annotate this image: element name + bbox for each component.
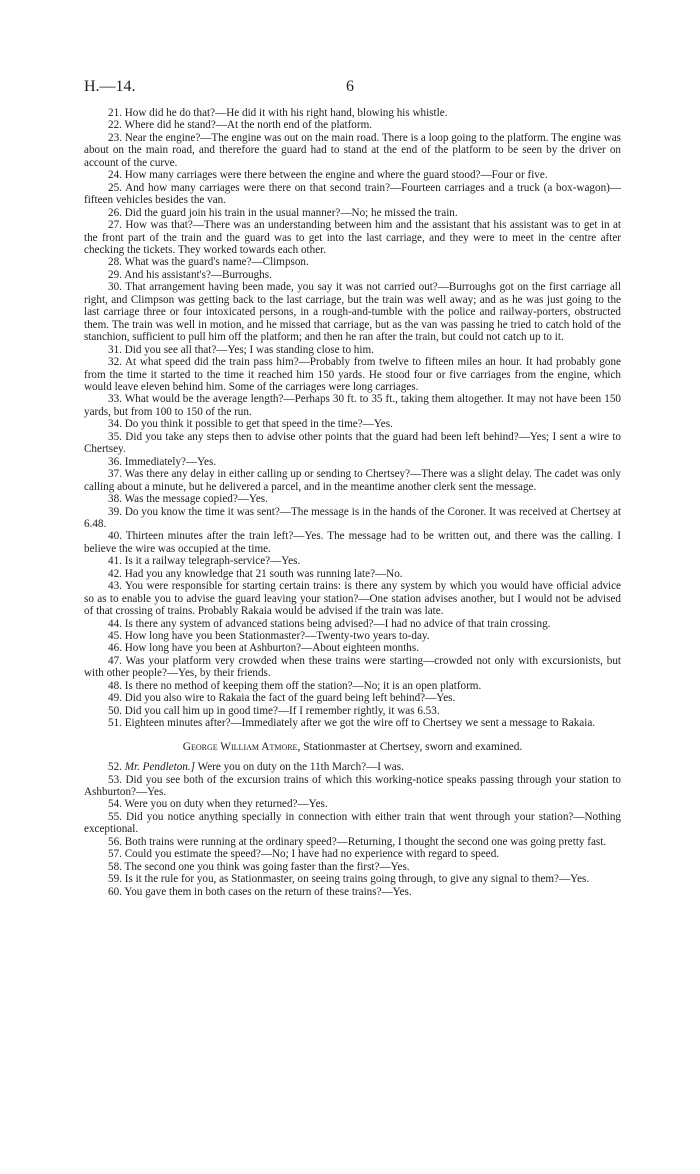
question-text: Did you take any steps then to advise other points that the guard had been left behind?—Yes; I sent a wire to Chertsey. — [84, 430, 621, 456]
question-text: How long have you been at Ashburton?—About eighteen months. — [124, 642, 419, 655]
question-text: Had you any knowledge that 21 south was running late?—No. — [124, 567, 403, 580]
question-text: And how many carriages were there on that second train?—Fourteen carriages and a truck (a box-wagon)—fifteen vehicles besides the van. — [84, 181, 621, 207]
testimony-paragraph — [84, 873, 621, 885]
question-text: Was your platform very crowded when these trains were starting—crowded not only with excursionists, but with other people?—Yes, by their friends. — [84, 654, 621, 680]
testimony-paragraph — [84, 418, 621, 430]
testimony-paragraph — [84, 642, 621, 654]
question-number: 40. — [108, 530, 122, 543]
testimony-section-1 — [84, 107, 621, 730]
question-text: What would be the average length?—Perhaps 30 ft. to 35 ft., taking them altogether. It may not have been 150 yards, but from 100 to 150 of the run. — [84, 393, 621, 418]
question-text: Did you see all that?—Yes; I was standing close to him. — [124, 343, 374, 356]
testimony-paragraph — [84, 207, 621, 219]
question-text: How many carriages were there between the engine and where the guard stood?—Four or five. — [124, 169, 548, 182]
question-number: 22. — [108, 119, 122, 132]
question-text: Is it the rule for you, as Stationmaster, on seeing trains going through, to give any signal to them?—Yes. — [124, 873, 590, 886]
testimony-paragraph — [84, 761, 621, 773]
testimony-paragraph — [84, 431, 621, 456]
testimony-paragraph — [84, 861, 621, 873]
testimony-paragraph — [84, 555, 621, 567]
question-text: Did you see both of the excursion trains of which this working-notice speaks passing through your station to Ashburton?—Yes. — [84, 773, 621, 799]
question-number: 31. — [108, 343, 122, 356]
testimony-section-2 — [84, 774, 621, 899]
question-text: Do you know the time it was sent?—The message is in the hands of the Coroner. It was received at Chertsey at 6.48. — [84, 505, 621, 530]
testimony-paragraph — [84, 269, 621, 281]
question-number: 49. — [108, 692, 122, 705]
testimony-paragraph — [84, 344, 621, 356]
testimony-paragraph — [84, 836, 621, 848]
question-number: 52. — [108, 761, 122, 774]
question-text: Near the engine?—The engine was out on the main road. There is a loop going to the platform. The engine was about on the main road, and therefore the guard had to stand at the end of the platform to be seen by the driver on account of the curve. — [84, 131, 621, 169]
testimony-paragraph — [84, 169, 621, 181]
testimony-paragraph — [84, 680, 621, 692]
question-text: That arrangement having been made, you say it was not carried out?—Burroughs got on the first carriage all right, and Climpson was getting back to the last carriage, but the train was well away; and as he was just going to the last carriage three or four intoxicated persons, in a rough-and-tumble with the police and railway-porters, obstructed them. The train was well in motion, and he missed that carriage, but as the van was passing he tried to catch hold of the stanchion, sufficient to pull him off the platform; and then he ran after the train, but could not catch up to it. — [84, 281, 621, 344]
question-number: 56. — [108, 835, 122, 848]
testimony-paragraph — [84, 256, 621, 268]
question-number: 55. — [108, 810, 122, 823]
question-text: How did he do that?—He did it with his right hand, blowing his whistle. — [124, 107, 448, 119]
testimony-paragraph — [84, 107, 621, 119]
question-number: 29. — [108, 268, 122, 281]
question-text: Was there any delay in either calling up or sending to Chertsey?—There was a slight delay. The cadet was only calling about a minute, but he delivered a parcel, and in the meantime another clerk sent the message. — [84, 468, 622, 493]
speaker-name: Mr. Pendleton.] — [124, 761, 195, 774]
question-text: Did the guard join his train in the usual manner?—No; he missed the train. — [124, 206, 458, 219]
question-number: 57. — [108, 848, 122, 861]
question-number: 60. — [108, 885, 122, 898]
question-text: Is there no method of keeping them off the station?—No; it is an open platform. — [124, 679, 482, 692]
question-number: 21. — [108, 107, 122, 119]
question-number: 54. — [108, 798, 122, 811]
question-text: And his assistant's?—Burroughs. — [124, 268, 272, 281]
question-number: 47. — [108, 654, 122, 667]
witness-heading — [84, 741, 621, 753]
question-number: 50. — [108, 704, 122, 717]
question-number: 34. — [108, 418, 122, 431]
testimony-paragraph — [84, 630, 621, 642]
testimony-paragraph — [84, 393, 621, 418]
testimony-paragraph — [84, 356, 621, 393]
question-text: Did you call him up in good time?—If I remember rightly, it was 6.53. — [124, 704, 440, 717]
question-number: 44. — [108, 617, 122, 630]
question-number: 36. — [108, 455, 122, 468]
testimony-paragraph — [84, 717, 621, 729]
question-number: 25. — [108, 181, 122, 194]
question-text: Both trains were running at the ordinary speed?—Returning, I thought the second one was going pretty fast. — [124, 835, 607, 848]
testimony-paragraph — [84, 886, 621, 898]
question-text: Where did he stand?—At the north end of the platform. — [124, 119, 373, 132]
question-text: Do you think it possible to get that speed in the time?—Yes. — [124, 418, 393, 431]
testimony-paragraph — [84, 530, 621, 555]
testimony-paragraph — [84, 580, 621, 617]
question-text: Is there any system of advanced stations being advised?—I had no advice of that train crossing. — [124, 617, 551, 630]
testimony-paragraph — [84, 705, 621, 717]
question-text: Did you also wire to Rakaia the fact of the guard being left behind?—Yes. — [124, 692, 456, 705]
question-number: 35. — [108, 430, 122, 443]
testimony-paragraph — [84, 182, 621, 207]
testimony-paragraph — [84, 618, 621, 630]
question-number: 43. — [108, 580, 122, 593]
question-number: 33. — [108, 393, 122, 406]
question-number: 42. — [108, 567, 122, 580]
witness-name: George William Atmore — [182, 740, 298, 753]
testimony-paragraph — [84, 506, 621, 531]
question-text: At what speed did the train pass him?—Probably from twelve to fifteen miles an hour. It had probably gone from the time it started to the time it reached him 150 yards. He stood four or five carriages from the engine, which would leave eleven behind him. Some of the carriages were long carriages. — [84, 356, 621, 393]
testimony-body — [84, 107, 621, 898]
question-text: You gave them in both cases on the return of these trains?—Yes. — [124, 885, 412, 898]
witness-description: , Stationmaster at Chertsey, sworn and examined. — [297, 740, 523, 753]
testimony-paragraph — [84, 848, 621, 860]
question-text: You were responsible for starting certain trains: is there any system by which you would have official advice so as to enable you to advise the guard leaving your station?—One station advises another, but I would not be advised of that crossing of trains. Probably Rakaia would be advised if the train was late. — [84, 580, 621, 618]
question-text: Could you estimate the speed?—No; I have had no experience with regard to speed. — [124, 848, 500, 861]
question-text: Was the message copied?—Yes. — [124, 493, 268, 506]
question-number: 27. — [108, 219, 122, 232]
question-number: 48. — [108, 679, 122, 692]
testimony-paragraph — [84, 798, 621, 810]
page-number: 6 — [346, 78, 354, 95]
question-text: Immediately?—Yes. — [124, 455, 217, 468]
question-number: 41. — [108, 555, 122, 568]
testimony-paragraph — [84, 692, 621, 704]
question-number: 28. — [108, 256, 122, 269]
question-number: 32. — [108, 356, 122, 369]
question-number: 39. — [108, 505, 122, 518]
testimony-paragraph — [84, 811, 621, 836]
question-text: Did you notice anything specially in connection with either train that went through your station?—Nothing exceptional. — [84, 810, 621, 836]
question-text: Were you on duty when they returned?—Yes. — [124, 798, 328, 811]
question-number: 26. — [108, 206, 122, 219]
testimony-paragraph — [84, 281, 621, 343]
testimony-paragraph — [84, 468, 621, 493]
question-number: 24. — [108, 169, 122, 182]
question-number: 45. — [108, 630, 122, 643]
testimony-paragraph — [84, 456, 621, 468]
question-text: What was the guard's name?—Climpson. — [124, 256, 309, 269]
testimony-paragraph — [84, 493, 621, 505]
page-header — [84, 78, 616, 102]
question-number: 23. — [108, 131, 122, 144]
question-number: 38. — [108, 493, 122, 506]
question-number: 30. — [108, 281, 122, 294]
question-number: 59. — [108, 873, 122, 886]
testimony-paragraph — [84, 219, 621, 256]
question-text: Eighteen minutes after?—Immediately after we got the wire off to Chertsey we sent a message to Rakaia. — [124, 717, 596, 730]
question-number: 51. — [108, 717, 122, 730]
testimony-paragraph — [84, 132, 621, 169]
question-number: 58. — [108, 860, 122, 873]
question-text: Is it a railway telegraph-service?—Yes. — [124, 555, 301, 568]
testimony-paragraph — [84, 655, 621, 680]
question-number: 53. — [108, 773, 122, 786]
question-text: Thirteen minutes after the train left?—Yes. The message had to be written out, and there was the calling. I believe the wire was occupied at the time. — [84, 530, 621, 555]
testimony-paragraph — [84, 774, 621, 799]
question-number: 37. — [108, 468, 122, 481]
testimony-paragraph — [84, 119, 621, 131]
question-text: How long have you been Stationmaster?—Twenty-two years to-day. — [124, 630, 430, 643]
document-reference: H.—14. — [84, 78, 136, 95]
question-text: Were you on duty on the 11th March?—I was. — [194, 761, 404, 774]
question-text: How was that?—There was an understanding between him and the assistant that his assistant was to get in at the front part of the train and the guard was to get into the last carriage, and they were to meet in the centre after checking the tickets. They worked towards each other. — [84, 219, 621, 256]
question-number: 46. — [108, 642, 122, 655]
question-text: The second one you think was going faster than the first?—Yes. — [124, 860, 410, 873]
testimony-paragraph — [84, 568, 621, 580]
